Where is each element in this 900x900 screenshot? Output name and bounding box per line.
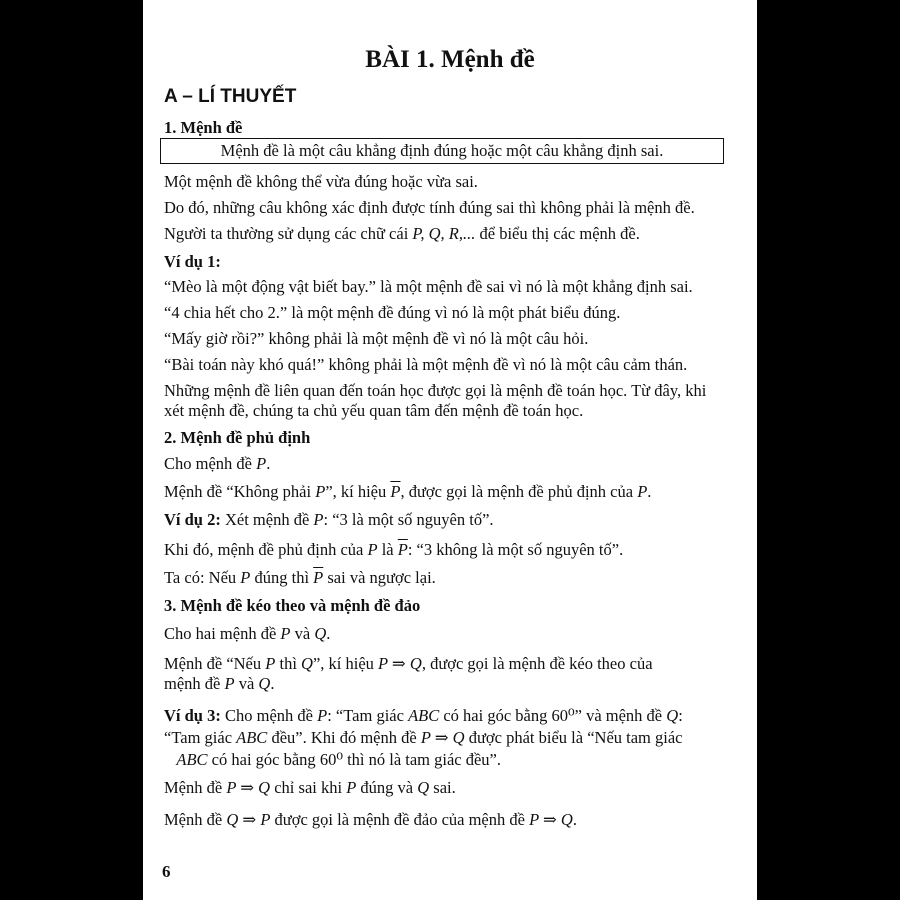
example-1-line-3: “Mấy giờ rồi?” không phải là một mệnh đề vì nó là một câu hỏi. — [164, 329, 589, 348]
example-1-label: Ví dụ 1: — [164, 252, 221, 271]
heading-negation: 2. Mệnh đề phủ định — [164, 428, 311, 447]
implication-line-1: Cho hai mệnh đề P và Q. — [164, 624, 331, 643]
example-2: Ví dụ 2: Xét mệnh đề P: “3 là một số nguyên tố”. — [164, 510, 494, 529]
paragraph-4-line-1: Những mệnh đề liên quan đến toán học được gọi là mệnh đề toán học. Từ đây, khi — [164, 381, 707, 400]
implication-line-2: Mệnh đề “Nếu P thì Q”, kí hiệu P ⇒ Q, được gọi là mệnh đề kéo theo của — [164, 654, 653, 673]
negation-line-4: Ta có: Nếu P đúng thì $\overline{P}$ sai và ngược lại. — [164, 568, 436, 587]
definition-text: Mệnh đề là một câu khẳng định đúng hoặc một câu khẳng định sai. — [220, 141, 664, 160]
heading-proposition: 1. Mệnh đề — [164, 118, 243, 137]
example-3-line-3: ABC có hai góc bằng 60⁰ thì nó là tam giác đều”. — [176, 750, 502, 769]
negation-line-3: Khi đó, mệnh đề phủ định của P là $\overline{P}$: “3 không là một số nguyên tố”. — [164, 540, 624, 559]
negation-line-1: Cho mệnh đề P. — [164, 454, 271, 473]
converse-definition: Mệnh đề Q ⇒ P được gọi là mệnh đề đảo của mệnh đề P ⇒ Q. — [164, 810, 577, 829]
page-number: 6 — [162, 862, 171, 881]
paragraph-4-line-2: xét mệnh đề, chúng ta chủ yếu quan tâm đến mệnh đề toán học. — [164, 401, 584, 420]
negation-line-2: Mệnh đề “Không phải P”, kí hiệu $\overline{P}$, được gọi là mệnh đề phủ định của P. — [164, 482, 652, 501]
heading-implication: 3. Mệnh đề kéo theo và mệnh đề đảo — [164, 596, 421, 615]
example-1-line-4: “Bài toán này khó quá!” không phải là một mệnh đề vì nó là một câu cảm thán. — [164, 355, 688, 374]
definition-box — [160, 138, 724, 164]
example-1-line-2: “4 chia hết cho 2.” là một mệnh đề đúng vì nó là một phát biểu đúng. — [164, 303, 621, 322]
section-heading-theory: A – LÍ THUYẾT — [164, 86, 297, 107]
example-1-line-1: “Mèo là một động vật biết bay.” là một mệnh đề sai vì nó là một khẳng định sai. — [164, 277, 693, 296]
paragraph-2: Do đó, những câu không xác định được tính đúng sai thì không phải là mệnh đề. — [164, 198, 695, 217]
implication-line-3: mệnh đề P và Q. — [164, 674, 275, 693]
example-3-line-1: Ví dụ 3: Cho mệnh đề P: “Tam giác ABC có hai góc bằng 60⁰” và mệnh đề Q: — [164, 706, 683, 725]
paragraph-3: Người ta thường sử dụng các chữ cái P, Q, R,... để biểu thị các mệnh đề. — [164, 224, 640, 243]
implication-false-rule: Mệnh đề P ⇒ Q chỉ sai khi P đúng và Q sai. — [164, 778, 456, 797]
paragraph-1: Một mệnh đề không thể vừa đúng hoặc vừa sai. — [164, 172, 478, 191]
page-title: BÀI 1. Mệnh đề — [365, 46, 535, 73]
example-3-line-2: “Tam giác ABC đều”. Khi đó mệnh đề P ⇒ Q được phát biểu là “Nếu tam giác — [164, 728, 683, 747]
